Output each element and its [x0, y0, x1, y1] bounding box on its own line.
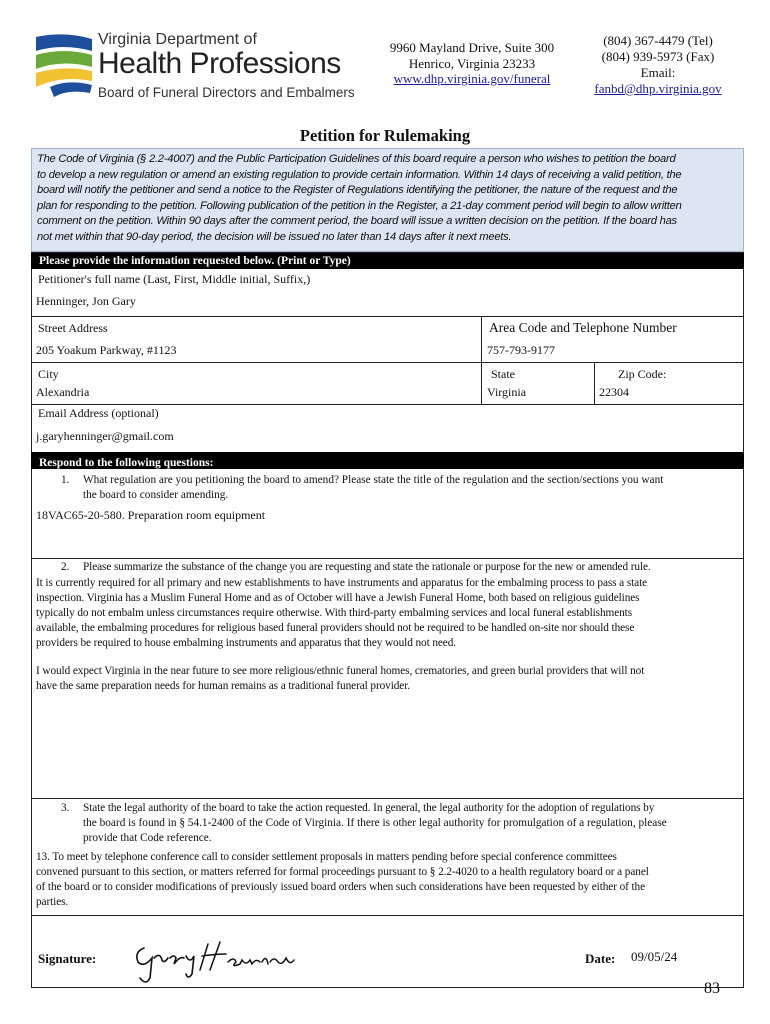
- city-field[interactable]: Alexandria: [36, 385, 90, 399]
- divider: [31, 915, 744, 916]
- question-1: [36, 473, 741, 503]
- intro-paragraph: [31, 148, 744, 252]
- email-link[interactable]: fanbd@dhp.virginia.gov: [594, 81, 722, 96]
- street-field[interactable]: 205 Yoakum Parkway, #1123: [36, 343, 177, 357]
- state-label: State: [491, 367, 515, 381]
- question-number: 2.: [61, 561, 70, 573]
- signature-label: Signature:: [38, 951, 97, 966]
- email-address-label: Email Address (optional): [38, 406, 159, 420]
- answer-line: available, the embalming procedures for religious based funeral providers should not be required to be handled on-site nor should these: [36, 622, 635, 634]
- answer-line: It is currently required for all primary and new establishments to have instruments and apparatus for the embalming process to pass a state: [36, 577, 648, 589]
- intro-line: to develop a new regulation or amend an existing regulation to provide certain information. Within 14 days of receiving a valid petition, the: [37, 168, 682, 181]
- date-field[interactable]: 09/05/24: [631, 949, 678, 964]
- answer-line: 13. To meet by telephone conference call to consider settlement proposals in matters pending before special conference committees: [36, 851, 617, 863]
- answer-line: convened pursuant to this section, or matters referred for formal proceedings pursuant to § 2.2-4020 to a health regulatory board or a panel: [36, 866, 649, 878]
- question-text: State the legal authority of the board to take the action requested. In general, the legal authority for the adoption of regulations by: [83, 802, 655, 814]
- signature-image: [130, 934, 300, 984]
- question-number: 1.: [61, 474, 70, 486]
- divider: [31, 798, 744, 799]
- answer-line: typically do not embalm unless circumstances require otherwise. With third-party embalming services and local funeral establishments: [36, 607, 632, 619]
- date-label: Date:: [585, 951, 616, 966]
- questions-header-bar: Respond to the following questions:: [31, 452, 744, 469]
- question-text: the board to consider amending.: [83, 489, 229, 501]
- phone-label: Area Code and Telephone Number: [489, 320, 677, 335]
- page-number: 83: [704, 980, 720, 997]
- divider: [31, 404, 744, 405]
- board-address: [374, 40, 570, 87]
- logo-line-2: Health Professions: [98, 47, 341, 80]
- intro-line: The Code of Virginia (§ 2.2-4007) and the Public Participation Guidelines of this board require a person who wishes to petition the board: [37, 153, 676, 165]
- street-label: Street Address: [38, 321, 108, 335]
- dhp-logo: [32, 27, 372, 107]
- question-number: 3.: [61, 802, 70, 814]
- fullname-label: Petitioner's full name (Last, First, Middle initial, Suffix,): [38, 272, 311, 286]
- answer-line: of the board or to consider modifications of previously issued board orders when such considerations have been requested by either of the: [36, 881, 646, 893]
- answer-line: providers be required to house embalming instruments and apparatus that they would not need.: [36, 637, 456, 649]
- question-text: Please summarize the substance of the change you are requesting and state the rationale or purpose for the new or amended rule.: [83, 561, 651, 573]
- logo-swoosh-icon: [32, 31, 96, 101]
- divider: [31, 316, 744, 317]
- page-title: Petition for Rulemaking: [299, 126, 471, 145]
- zip-field[interactable]: 22304: [599, 385, 629, 399]
- logo-line-3: Board of Funeral Directors and Embalmers: [98, 85, 355, 100]
- divider: [481, 362, 482, 404]
- answer-line: inspection. Virginia has a Muslim Funeral Home and as of October will have a Jewish Funeral Home, both based on religious guidelines: [36, 592, 640, 604]
- intro-line: board will notify the petitioner and send a notice to the Register of Regulations identifying the petitioner, the nature of the request and the: [37, 184, 678, 197]
- info-header-bar: Please provide the information requested below. (Print or Type): [31, 253, 744, 269]
- question-2: [36, 560, 741, 575]
- tel-number: (804) 367-4479 (Tel): [603, 33, 713, 48]
- answer-1-field[interactable]: 18VAC65-20-580. Preparation room equipment: [36, 508, 266, 522]
- phone-field[interactable]: 757-793-9177: [487, 343, 555, 357]
- question-text: What regulation are you petitioning the board to amend? Please state the title of the regulation and the section/sections you want: [83, 474, 664, 486]
- address-line-2: Henrico, Virginia 23233: [408, 55, 536, 71]
- email-address-field[interactable]: j.garyhenninger@gmail.com: [36, 429, 174, 443]
- answer-line: have the same preparation needs for human remains as a traditional funeral provider.: [36, 680, 410, 692]
- signature-field[interactable]: [130, 934, 300, 984]
- intro-line: plan for responding to the petition. Following publication of the petition in the Register, a 21-day comment period will begin to allow written: [37, 199, 682, 212]
- question-text: provide that Code reference.: [83, 832, 212, 844]
- website-link[interactable]: www.dhp.virginia.gov/funeral: [393, 71, 551, 86]
- board-contact: [584, 33, 732, 97]
- address-line-1: 9960 Mayland Drive, Suite 300: [389, 40, 555, 55]
- intro-line: comment on the petition. Within 90 days after the comment period, the board will issue a written decision on the petition. If the board has: [37, 215, 677, 228]
- answer-3-field[interactable]: [36, 850, 742, 910]
- question-3: [36, 801, 741, 846]
- question-text: the board is found in § 54.1-2400 of the Code of Virginia. If there is other legal authority for promulgation of a regulation, please: [83, 817, 667, 829]
- fullname-field[interactable]: Henninger, Jon Gary: [36, 294, 136, 308]
- divider: [481, 316, 482, 362]
- divider: [31, 558, 744, 559]
- answer-2-field[interactable]: [36, 576, 742, 694]
- intro-line: not met within that 90-day period, the decision will be issued no later than 14 days after it next meets.: [37, 230, 512, 243]
- zip-label: Zip Code:: [618, 367, 667, 381]
- email-label: Email:: [640, 65, 676, 80]
- city-label: City: [38, 367, 59, 381]
- answer-line: parties.: [36, 896, 69, 908]
- logo-line-1: Virginia Department of: [98, 31, 257, 48]
- divider: [594, 362, 595, 404]
- divider: [31, 362, 744, 363]
- answer-line: I would expect Virginia in the near future to see more religious/ethnic funeral homes, crematories, and green burial providers that will not: [36, 665, 645, 677]
- fax-number: (804) 939-5973 (Fax): [601, 49, 715, 64]
- state-field[interactable]: Virginia: [487, 385, 527, 399]
